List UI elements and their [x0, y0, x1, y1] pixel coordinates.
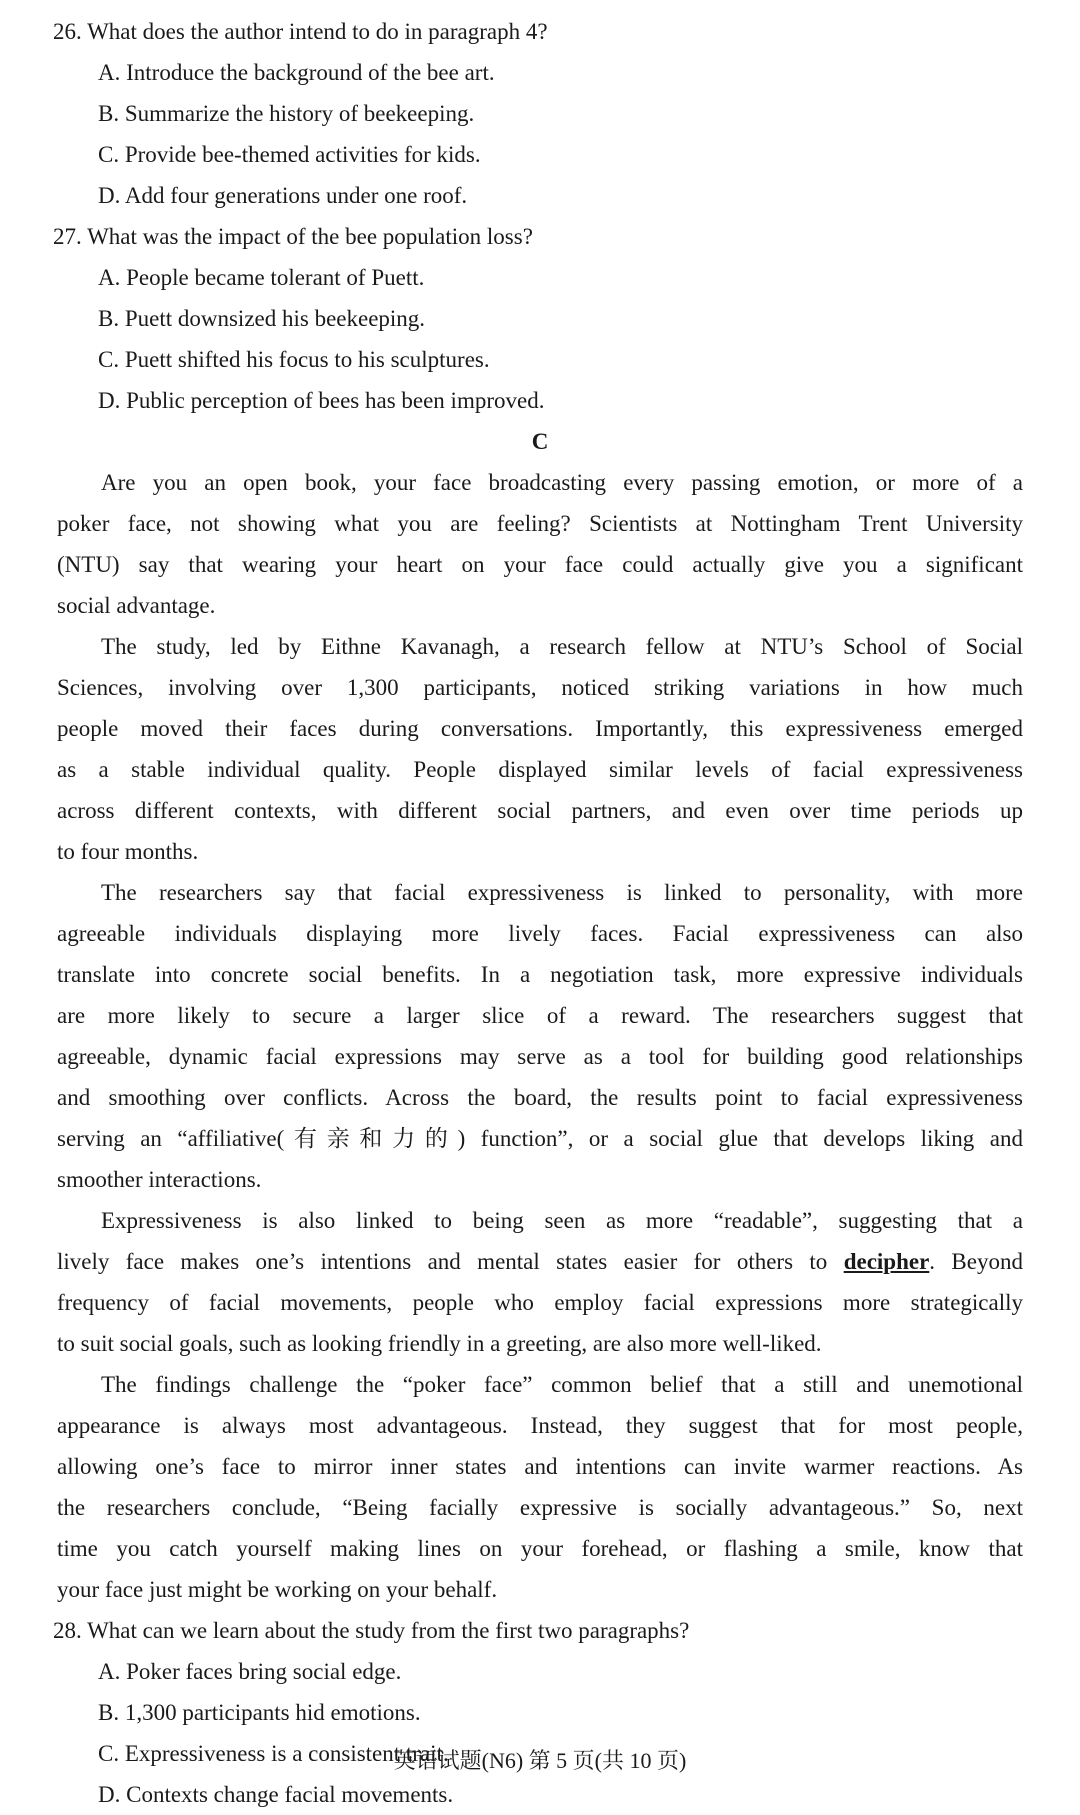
answer-option: C. Provide bee-themed activities for kids. — [98, 142, 481, 167]
paragraph-line: allowing one’s face to mirror inner states and intentions can invite warmer reactions. As — [57, 1454, 1023, 1479]
answer-option: D. Add four generations under one roof. — [98, 183, 468, 208]
line-text: . Beyond — [929, 1249, 1023, 1274]
paragraph-line: agreeable individuals displaying more lively faces. Facial expressiveness can also — [57, 921, 1023, 946]
paragraph-line: your face just might be working on your behalf. — [57, 1577, 498, 1602]
answer-option: D. Public perception of bees has been improved. — [98, 388, 545, 413]
paragraph-line: to suit social goals, such as looking friendly in a greeting, are also more well-liked. — [57, 1331, 822, 1356]
paragraph-line: appearance is always most advantageous. Instead, they suggest that for most people, — [57, 1413, 1023, 1438]
paragraph-line: The findings challenge the “poker face” common belief that a still and unemotional — [101, 1372, 1023, 1397]
paragraph-line: serving an “affiliative(有亲和力的) function”, or a social glue that develops liking and — [57, 1126, 1023, 1151]
page-footer: 英语试题(N6) 第 5 页(共 10 页) — [393, 1748, 687, 1773]
question-q26: 26. What does the author intend to do in paragraph 4? — [53, 19, 548, 44]
paragraph-line: to four months. — [57, 839, 199, 864]
paragraph-line: translate into concrete social benefits. In a negotiation task, more expressive individuals — [57, 962, 1023, 987]
exam-page — [0, 11, 1080, 1815]
question-q28: 28. What can we learn about the study from the first two paragraphs? — [53, 1618, 690, 1643]
answer-option: B. 1,300 participants hid emotions. — [98, 1700, 421, 1725]
paragraph-line: the researchers conclude, “Being facially expressive is socially advantageous.” So, next — [57, 1495, 1023, 1520]
paragraph-line — [57, 1241, 1023, 1282]
paragraph-line: The study, led by Eithne Kavanagh, a research fellow at NTU’s School of Social — [101, 634, 1023, 659]
paragraph-line: are more likely to secure a larger slice of a reward. The researchers suggest that — [57, 1003, 1023, 1028]
paragraph-line: Sciences, involving over 1,300 participants, noticed striking variations in how much — [57, 675, 1023, 700]
paragraph-line: as a stable individual quality. People displayed similar levels of facial expressiveness — [57, 757, 1023, 782]
highlighted-word: decipher — [843, 1249, 930, 1274]
section-heading: C — [531, 429, 549, 454]
paragraph-line: Expressiveness is also linked to being seen as more “readable”, suggesting that a — [101, 1208, 1023, 1233]
paragraph-line: poker face, not showing what you are feeling? Scientists at Nottingham Trent University — [57, 511, 1023, 536]
paragraph-line: social advantage. — [57, 593, 216, 618]
answer-option: A. Introduce the background of the bee art. — [98, 60, 495, 85]
question-q27: 27. What was the impact of the bee population loss? — [53, 224, 533, 249]
paragraph-line: agreeable, dynamic facial expressions may serve as a tool for building good relationships — [57, 1044, 1023, 1069]
answer-option: A. Poker faces bring social edge. — [98, 1659, 402, 1684]
answer-option: B. Summarize the history of beekeeping. — [98, 101, 475, 126]
paragraph-line: frequency of facial movements, people who employ facial expressions more strategically — [57, 1290, 1023, 1315]
paragraph-line: Are you an open book, your face broadcasting every passing emotion, or more of a — [101, 470, 1023, 495]
answer-option: C. Puett shifted his focus to his sculptures. — [98, 347, 490, 372]
answer-option: A. People became tolerant of Puett. — [98, 265, 425, 290]
paragraph-line: people moved their faces during conversations. Importantly, this expressiveness emerged — [57, 716, 1023, 741]
answer-option: C. Expressiveness is a consistent trait. — [98, 1741, 449, 1766]
paragraph-line: time you catch yourself making lines on your forehead, or flashing a smile, know that — [57, 1536, 1023, 1561]
line-text: lively face makes one’s intentions and mental states easier for others to — [57, 1249, 844, 1274]
paragraph-line: (NTU) say that wearing your heart on your face could actually give you a significant — [57, 552, 1023, 577]
paragraph-line: The researchers say that facial expressiveness is linked to personality, with more — [101, 880, 1023, 905]
answer-option: B. Puett downsized his beekeeping. — [98, 306, 426, 331]
paragraph-line: smoother interactions. — [57, 1167, 262, 1192]
answer-option: D. Contexts change facial movements. — [98, 1782, 454, 1807]
paragraph-line: across different contexts, with different social partners, and even over time periods up — [57, 798, 1023, 823]
paragraph-line: and smoothing over conflicts. Across the board, the results point to facial expressiveness — [57, 1085, 1023, 1110]
